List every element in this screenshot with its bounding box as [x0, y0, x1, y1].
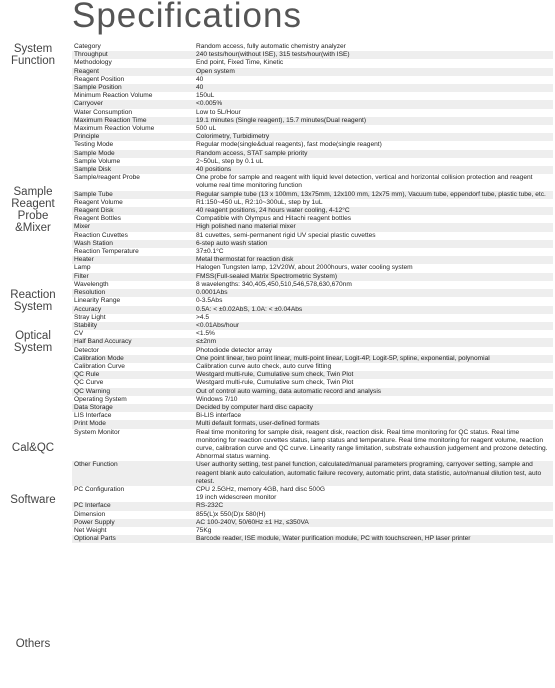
spec-value: 500 uL: [196, 125, 217, 133]
spec-row: [72, 519, 553, 527]
section-label: Others: [15, 638, 51, 650]
spec-value: Random access, fully automatic chemistry analyzer: [196, 43, 346, 50]
spec-key: Maximum Reaction Time: [74, 116, 147, 124]
spec-key: Accuracy: [74, 305, 102, 313]
spec-key: Net Weight: [74, 526, 107, 534]
spec-key: Reaction Cuvettes: [74, 231, 128, 239]
spec-value: Decided by computer hard disc capacity: [196, 403, 313, 411]
spec-row: [72, 256, 553, 264]
spec-row: [72, 223, 553, 231]
spec-row: [72, 322, 553, 330]
spec-row: [72, 388, 553, 396]
spec-key: Stability: [74, 321, 98, 329]
spec-row: [72, 141, 553, 149]
spec-value: 0.5A: < ±0.02AbS, 1.0A: < ±0.04Abs: [196, 305, 303, 313]
spec-row: [72, 281, 553, 289]
spec-row: [72, 527, 553, 535]
spec-key: Heater: [74, 256, 94, 264]
spec-key: Reagent Volume: [74, 198, 123, 206]
spec-row: [72, 511, 553, 519]
spec-key: Power Supply: [74, 518, 115, 526]
spec-value: 81 cuvettes, semi-permanent rigid UV special plastic cuvettes: [196, 231, 376, 239]
spec-key: Sample/reagent Probe: [74, 174, 140, 182]
spec-key: Throughput: [74, 51, 108, 59]
spec-row: [72, 174, 553, 190]
spec-row: [72, 191, 553, 199]
spec-value: 40: [196, 75, 204, 83]
spec-key: CV: [74, 330, 84, 338]
spec-value: One probe for sample and reagent with liquid level detection, vertical and horizontal collision protection and reagent volume real time monitoring function: [196, 174, 533, 190]
spec-key: Sample Volume: [74, 157, 121, 165]
spec-row: [72, 76, 553, 84]
spec-row: [72, 232, 553, 240]
spec-row: [72, 535, 553, 543]
spec-value: 40 positions: [196, 166, 232, 174]
spec-value: Windows 7/10: [196, 395, 238, 403]
spec-value: Halogen Tungsten lamp, 12V20W, about 2000hours, water cooling system: [196, 264, 413, 272]
spec-row: [72, 461, 553, 486]
spec-value: <1.5%: [196, 330, 215, 338]
spec-key: Sample Position: [74, 84, 122, 92]
spec-key: Wash Station: [74, 239, 113, 247]
spec-key: Wavelength: [74, 280, 109, 288]
spec-value: R1:150~450 uL, R2:10~300uL, step by 1uL: [196, 198, 323, 206]
spec-key: Maximum Reaction Volume: [74, 125, 155, 133]
spec-key: Filter: [74, 272, 89, 280]
spec-value: 40 reagent positions, 24 hours water cooling, 4-12°C: [196, 207, 350, 215]
spec-value: Open system: [196, 67, 235, 75]
spec-value: Calibration curve auto check, auto curve fitting: [196, 362, 332, 370]
spec-row: [72, 43, 553, 51]
spec-value: RS-232C: [196, 502, 224, 510]
spec-value: <0.01Abs/hour: [196, 321, 240, 329]
spec-row: [72, 59, 553, 67]
spec-key: Data Storage: [74, 403, 113, 411]
spec-value: Bi-LIS interface: [196, 412, 242, 420]
spec-key: Lamp: [74, 264, 91, 272]
spec-value: Random access, STAT sample priority: [196, 149, 308, 157]
spec-value: Out of control auto warning, data automatic record and analysis: [196, 387, 382, 395]
spec-row: [72, 314, 553, 322]
spec-value: 6-step auto wash station: [196, 239, 268, 247]
spec-key: Stray Light: [74, 313, 106, 321]
spec-value: FMSS(Full-sealed Matrix Spectrometric System): [196, 272, 338, 280]
spec-key: Minimum Reaction Volume: [74, 92, 153, 100]
spec-key: Sample Disk: [74, 166, 112, 174]
spec-row: [72, 133, 553, 141]
spec-value: 37±0.1°C: [196, 248, 224, 256]
spec-key: Principle: [74, 133, 100, 141]
spec-value: CPU 2.5GHz, memory 4GB, hard disc 500G 19 inch widescreen monitor: [196, 485, 325, 502]
spec-value: >4.5: [196, 313, 210, 321]
spec-row: [72, 363, 553, 371]
spec-value: Low to 5L/Hour: [196, 108, 241, 116]
spec-row: [72, 68, 553, 76]
spec-value: 150uL: [196, 92, 215, 100]
spec-value: 19.1 minutes (Single reagent), 15.7 minutes(Dual reagent): [196, 116, 367, 124]
spec-key: Mixer: [74, 223, 91, 231]
spec-value: Westgard multi-rule, Cumulative sum check, Twin Plot: [196, 379, 354, 387]
spec-row: [72, 273, 553, 281]
spec-value: AC 100-240V, 50/60Hz ±1 Hz, ≤350VA: [196, 518, 309, 526]
spec-key: Other Function: [74, 461, 118, 469]
spec-row: [72, 306, 553, 314]
spec-row: [72, 199, 553, 207]
spec-row: [72, 486, 553, 502]
section-label: Sample Reagent Probe &Mixer: [11, 186, 55, 234]
spec-row: [72, 117, 553, 125]
spec-value: One point linear, two point linear, multi-point linear, Logit-4P, Logit-5P, spline, exponential, polynomial: [196, 354, 490, 362]
spec-value: Real time monitoring for sample disk, reagent disk, reaction disk. Real time monitoring for QC status. Real time monitoring for reaction cuvettes status, lamp status and temperature. Real time monitoring for reagent volume, reaction curve, calibration curve and QC curve. Linearity range limitation, substrate exhaustion judgement and prozone detecting. Abnormal status warning.: [196, 428, 548, 461]
spec-value: 855(L)x 550(D)x 580(H): [196, 510, 266, 518]
section-label: Reaction System: [10, 289, 56, 313]
spec-table: [72, 43, 553, 543]
spec-row: [72, 264, 553, 272]
spec-row: [72, 355, 553, 363]
spec-key: Methodology: [74, 59, 112, 67]
spec-value: User authority setting, test panel function, calculated/manual parameters programing, carryover setting, sample and reagent blank auto calculation, automatic failure recovery, automatic print, data statistic, auto/manual dilution test, auto retest.: [196, 461, 542, 485]
spec-row: [72, 420, 553, 428]
spec-row: [72, 371, 553, 379]
spec-row: [72, 125, 553, 133]
spec-key: Testing Mode: [74, 141, 114, 149]
spec-key: QC Curve: [74, 379, 104, 387]
spec-key: Reagent Position: [74, 75, 125, 83]
spec-key: LIS Interface: [74, 412, 112, 420]
spec-value: <0.005%: [196, 100, 223, 108]
spec-value: 0.0001Abs: [196, 289, 228, 297]
spec-row: [72, 84, 553, 92]
spec-value: 2~50uL, step by 0.1 uL: [196, 157, 264, 165]
section-label: Cal&QC: [11, 442, 55, 454]
spec-key: QC Rule: [74, 371, 100, 379]
spec-row: [72, 347, 553, 355]
spec-row: [72, 248, 553, 256]
spec-value: Regular sample tube (13 x 100mm, 13x75mm, 12x100 mm, 12x75 mm), Vacuum tube, eppendorf tube, plastic tube, etc.: [196, 190, 546, 198]
spec-row: [72, 166, 553, 174]
spec-row: [72, 330, 553, 338]
spec-value: Westgard multi-rule, Cumulative sum check, Twin Plot: [196, 371, 354, 379]
spec-key: Operating System: [74, 395, 127, 403]
spec-key: Resolution: [74, 289, 106, 297]
spec-value: Multi default formats, user-defined formats: [196, 420, 320, 428]
spec-value: 0-3.5Abs: [196, 297, 223, 305]
section-label: Optical System: [13, 330, 53, 354]
spec-row: [72, 109, 553, 117]
spec-row: [72, 412, 553, 420]
spec-row: [72, 338, 553, 346]
spec-key: Reaction Temperature: [74, 248, 139, 256]
spec-value: ≤±2nm: [196, 338, 217, 346]
spec-row: [72, 429, 553, 462]
spec-value: High polished nano material mixer: [196, 223, 296, 231]
spec-value: Metal thermostat for reaction disk: [196, 256, 294, 264]
spec-key: Calibration Mode: [74, 354, 124, 362]
spec-key: System Monitor: [74, 428, 120, 436]
spec-row: [72, 150, 553, 158]
spec-value: Compatible with Olympus and Hitachi reagent bottles: [196, 215, 352, 223]
spec-value: 8 wavelengths: 340,405,450,510,546,578,630,670nm: [196, 280, 352, 288]
spec-row: [72, 297, 553, 305]
spec-key: Linearity Range: [74, 297, 121, 305]
spec-row: [72, 379, 553, 387]
spec-row: [72, 215, 553, 223]
spec-key: Print Mode: [74, 420, 106, 428]
spec-row: [72, 158, 553, 166]
section-label: System Function: [10, 43, 56, 67]
spec-key: QC Warning: [74, 387, 111, 395]
spec-key: Sample Mode: [74, 149, 115, 157]
spec-value: Photodiode detector array: [196, 346, 272, 354]
spec-key: Sample Tube: [74, 190, 113, 198]
spec-row: [72, 51, 553, 59]
spec-value: Barcode reader, ISE module, Water purification module, PC with touchscreen, HP laser printer: [196, 535, 471, 543]
spec-key: Reagent Bottles: [74, 215, 121, 223]
spec-key: Water Consumption: [74, 108, 133, 116]
spec-value: 40: [196, 84, 204, 92]
spec-key: PC Interface: [74, 502, 111, 510]
spec-key: Half Band Accuracy: [74, 338, 132, 346]
spec-key: Reagent: [74, 67, 99, 75]
spec-row: [72, 396, 553, 404]
spec-key: Calibration Curve: [74, 362, 125, 370]
spec-key: Optional Parts: [74, 535, 116, 543]
spec-value: Regular mode(single&dual reagents), fast mode(single reagent): [196, 141, 382, 149]
spec-key: Reagent Disk: [74, 207, 114, 215]
spec-row: [72, 502, 553, 510]
spec-value: 240 tests/hour(without ISE), 315 tests/hour(with ISE): [196, 51, 350, 59]
spec-key: PC Configuration: [74, 485, 125, 493]
page-title: Specifications: [72, 0, 302, 35]
spec-key: Category: [74, 43, 101, 50]
section-label: Software: [10, 494, 56, 506]
spec-key: Detector: [74, 346, 99, 354]
spec-row: [72, 92, 553, 100]
spec-value: Colorimetry, Turbidimetry: [196, 133, 270, 141]
spec-value: End point, Fixed Time, Kinetic: [196, 59, 284, 67]
spec-row: [72, 100, 553, 108]
spec-value: 75Kg: [196, 526, 212, 534]
spec-row: [72, 207, 553, 215]
spec-row: [72, 240, 553, 248]
spec-row: [72, 404, 553, 412]
spec-key: Dimension: [74, 510, 106, 518]
spec-row: [72, 289, 553, 297]
spec-key: Carryover: [74, 100, 103, 108]
